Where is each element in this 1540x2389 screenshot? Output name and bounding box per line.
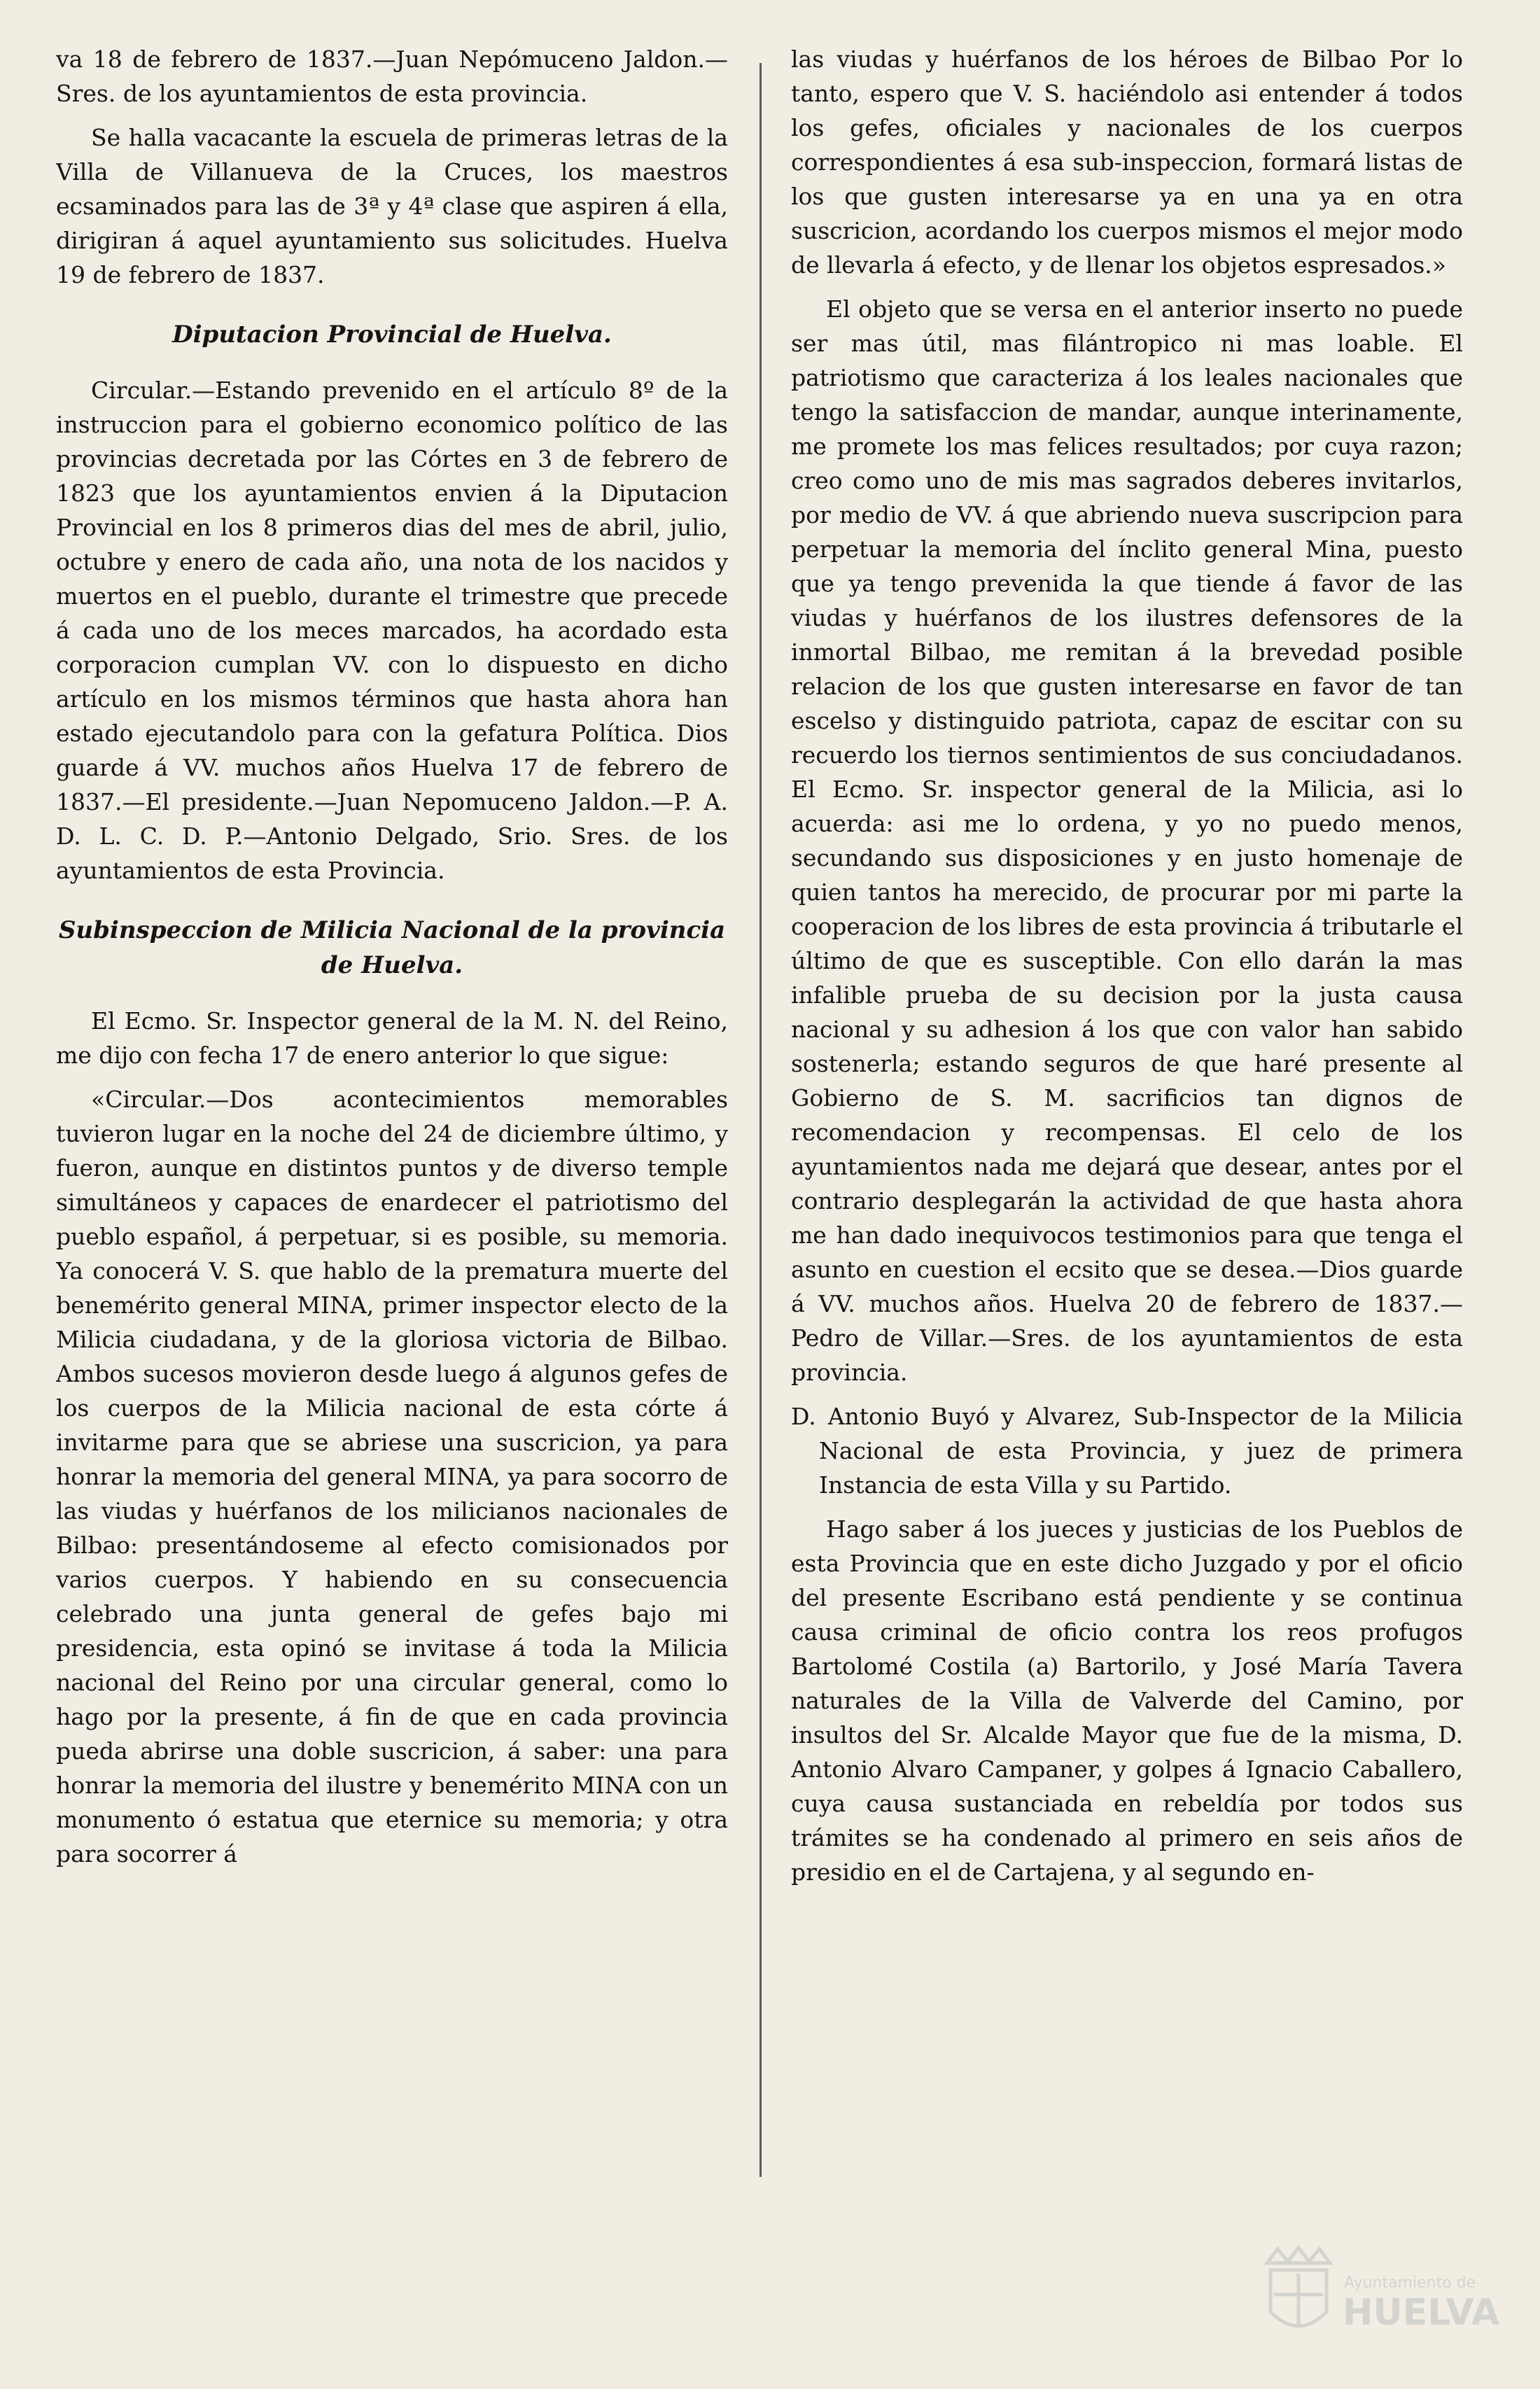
right-column	[791, 42, 1463, 2352]
paragraph-patriotism: El objeto que se versa en el anterior inserto no puede ser mas útil, mas filántropico ni mas loable. El patriotismo que caracteriza á los leales nacionales que tengo la satisfaccion de mandar, aunque interinamente, me promete los mas felices resultados; por cuya razon; creo como uno de mis mas sagrados deberes invitarlos, por medio de VV. á que abriendo nueva suscripcion para perpetuar la memoria del ínclito general Mina, puesto que ya tengo prevenida la que tiende á favor de las viudas y huérfanos de los ilustres defensores de la inmortal Bilbao, me remitan á la brevedad posible relacion de los que gusten interesarse en favor de tan escelso y distinguido patriota, capaz de escitar con su recuerdo los tiernos sentimientos de sus conciudadanos. El Ecmo. Sr. inspector general de la Milicia, asi lo acuerda: asi me lo ordena, y yo no puedo menos, secundando sus disposiciones y en justo homenaje de quien tantos ha merecido, de procurar por mi parte la cooperacion de los libres de esta provincia á tributarle el último de que es susceptible. Con ello darán la mas infalible prueba de su decision por la justa causa nacional y su adhesion á los que con valor han sabido sostenerla; estando seguros de que haré presente al Gobierno de S. M. sacrificios tan dignos de recomendacion y recompensas. El celo de los ayuntamientos nada me dejará que desear, antes por el contrario desplegarán la actividad de que hasta ahora me han dado inequivocos testimonios para que tenga el asunto en cuestion el ecsito que se desea.—Dios guarde á VV. muchos años. Huelva 20 de febrero de 1837.—Pedro de Villar.—Sres. de los ayuntamientos de esta provincia.	[791, 295, 1463, 1386]
paragraph-court-notice: Hago saber á los jueces y justicias de los Pueblos de esta Provincia que en este dicho Juzgado y por el oficio del presente Escribano está pendiente y se continua causa criminal de oficio contra los reos profugos Bartolomé Costila (a) Bartorilo, y José María Tavera naturales de la Villa de Valverde del Camino, por insultos del Sr. Alcalde Mayor que fue de la misma, D. Antonio Alvaro Campaner, y golpes á Ignacio Caballero, cuya causa sustanciada en rebeldía por todos sus trámites se ha condenado al primero en seis años de presidio en el de Cartajena, y al segundo en-	[791, 1515, 1463, 1886]
column-divider	[760, 63, 762, 2177]
crown-shield-icon	[1267, 2248, 1330, 2326]
paragraph-buyo-header: D. Antonio Buyó y Alvarez, Sub-Inspector de la Milicia Nacional de esta Provincia, y juez de primera Instancia de esta Villa y su Partido.	[791, 1403, 1463, 1499]
left-column	[56, 42, 728, 2352]
section-heading-subinspeccion: Subinspeccion de Milicia Nacional de la provincia de Huelva.	[58, 916, 726, 979]
paragraph-circular-mina: «Circular.—Dos acontecimientos memorables tuvieron lugar en la noche del 24 de diciembre último, y fueron, aunque en distintos puntos y de diverso temple simultáneos y capaces de enardecer el patriotismo del pueblo español, á perpetuar, si es posible, su memoria. Ya conocerá V. S. que hablo de la prematura muerte del benemérito general MINA, primer inspector electo de la Milicia ciudadana, y de la gloriosa victoria de Bilbao. Ambos sucesos movieron desde luego á algunos gefes de los cuerpos de la Milicia nacional de esta córte á invitarme para que se abriese una suscricion, ya para honrar la memoria del general MINA, ya para socorro de las viudas y huérfanos de los milicianos nacionales de Bilbao: presentándoseme al efecto comisionados por varios cuerpos. Y habiendo en su consecuencia celebrado una junta general de gefes bajo mi presidencia, esta opinó se invitase á toda la Milicia nacional del Reino por una circular general, como lo hago por la presente, á fin de que en cada provincia pueda abrirse una doble suscricion, á saber: una para honrar la memoria del ilustre y benemérito MINA con un monumento ó estatua que eternice su memoria; y otra para socorrer á	[56, 1086, 728, 1868]
paragraph-circular-diputacion: Circular.—Estando prevenido en el artículo 8º de la instruccion para el gobierno economico político de las provincias decretada por las Córtes en 3 de febrero de 1823 que los ayuntamientos envien á la Diputacion Provincial en los 8 primeros dias del mes de abril, julio, octubre y enero de cada año, una nota de los nacidos y muertos en el pueblo, durante el trimestre que precede á cada uno de los meces marcados, ha acordado esta corporacion cumplan VV. con lo dispuesto en dicho artículo en los mismos términos que hasta ahora han estado ejecutandolo para con la gefatura Política. Dios guarde á VV. muchos años Huelva 17 de febrero de 1837.—El presidente.—Juan Nepomuceno Jaldon.—P. A. D. L. C. D. P.—Antonio Delgado, Srio. Sres. de los ayuntamientos de esta Provincia.	[56, 377, 728, 884]
paragraph-continuation: va 18 de febrero de 1837.—Juan Nepómuceno Jaldon.—Sres. de los ayuntamientos de esta provincia.	[56, 45, 728, 107]
paragraph-school-vacancy: Se halla vacacante la escuela de primeras letras de la Villa de Villanueva de la Cruces, los maestros ecsaminados para las de 3ª y 4ª clase que aspiren á ella, dirigiran á aquel ayuntamiento sus solicitudes. Huelva 19 de febrero de 1837.	[56, 124, 728, 288]
paragraph-inspector-intro: El Ecmo. Sr. Inspector general de la M. N. del Reino, me dijo con fecha 17 de enero anterior lo que sigue:	[56, 1007, 728, 1069]
watermark-line2: HUELVA	[1343, 2292, 1500, 2334]
ayuntamiento-watermark	[1239, 2235, 1505, 2361]
watermark-line1: Ayuntamiento de	[1344, 2274, 1476, 2292]
paragraph-circular-continuation: las viudas y huérfanos de los héroes de Bilbao Por lo tanto, espero que V. S. haciéndolo asi entender á todos los gefes, oficiales y nacionales de los cuerpos correspondientes á esa sub-inspeccion, formará listas de los que gusten interesarse ya en una ya en otra suscricion, acordando los cuerpos mismos el mejor modo de llevarla á efecto, y de llenar los objetos espresados.»	[791, 45, 1463, 279]
section-heading-diputacion: Diputacion Provincial de Huelva.	[172, 321, 612, 349]
